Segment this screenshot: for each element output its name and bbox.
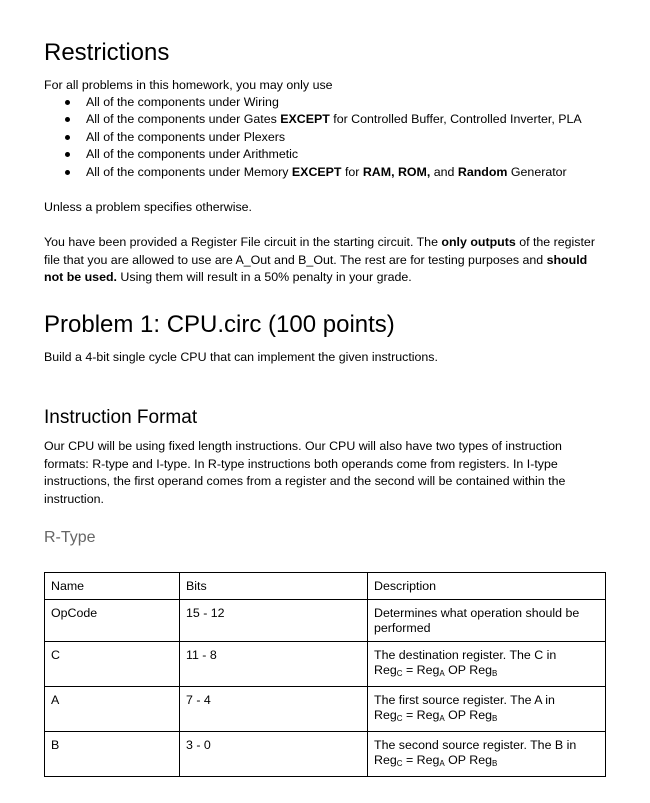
register-file-paragraph: You have been provided a Register File circuit in the starting circuit. The only outputs of the register file that you are allowed to use are A_Out and B_Out. The rest are for testing purposes and should not be used. Using them will result in a 50% penalty in your grade. [44,235,595,285]
formula: Reg$_C$ = Reg$_A$ OP Reg$_B$ [374,753,498,768]
cell-description: The destination register. The C in Reg$_C$ = Reg$_A$ OP Reg$_B$ [368,641,606,686]
header-name: Name [45,573,180,600]
problem1-heading: Problem 1: CPU.circ (100 points) [44,311,395,338]
list-item: All of the components under Wiring [44,94,609,111]
instruction-format-heading: Instruction Format [44,407,198,428]
cell-bits: 15 - 12 [180,599,368,641]
cell-bits: 3 - 0 [180,731,368,776]
cell-bits: 11 - 8 [180,641,368,686]
cell-name: OpCode [45,599,180,641]
restrictions-outro: Unless a problem specifies otherwise. [44,200,252,214]
header-description: Description [368,573,606,600]
cell-name: B [45,731,180,776]
cell-bits: 7 - 4 [180,686,368,731]
restrictions-intro: For all problems in this homework, you may only use [44,78,333,92]
formula: Reg$_C$ = Reg$_A$ OP Reg$_B$ [374,663,498,678]
table-row [45,641,606,686]
list-item: All of the components under Arithmetic [44,146,609,163]
problem1-text: Build a 4-bit single cycle CPU that can implement the given instructions. [44,350,438,364]
formula: Reg$_C$ = Reg$_A$ OP Reg$_B$ [374,708,498,723]
table-header-row [45,573,606,600]
list-item: All of the components under Gates EXCEPT for Controlled Buffer, Controlled Inverter, PLA [44,111,609,128]
cell-name: A [45,686,180,731]
table-row [45,599,606,641]
rtype-table [44,572,606,777]
cell-name: C [45,641,180,686]
restrictions-heading: Restrictions [44,39,170,66]
instruction-format-text: Our CPU will be using fixed length instructions. Our CPU will also have two types of instruction formats: R-type and I-type. In R-type instructions both operands come from registers. In I-type instructions, the first operand comes from a register and the second will be contained within the instruction. [44,439,566,506]
header-bits: Bits [180,573,368,600]
list-item: All of the components under Memory EXCEPT for RAM, ROM, and Random Generator [44,164,609,181]
table-row [45,731,606,776]
rtype-heading: R-Type [44,529,96,546]
cell-description: Determines what operation should be performed [368,599,606,641]
restrictions-list [44,94,609,181]
cell-description: The second source register. The B in Reg$_C$ = Reg$_A$ OP Reg$_B$ [368,731,606,776]
table-row [45,686,606,731]
list-item: All of the components under Plexers [44,129,609,146]
cell-description: The first source register. The A in Reg$_C$ = Reg$_A$ OP Reg$_B$ [368,686,606,731]
